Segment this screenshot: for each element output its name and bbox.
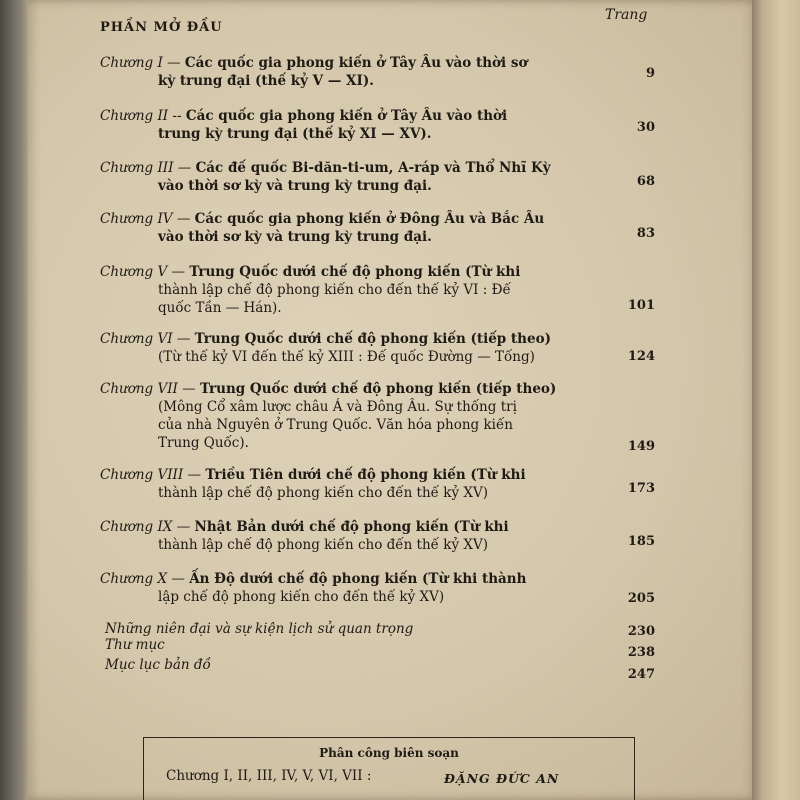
appendix-label: Những niên đại và sự kiện lịch sử quan trọng — [105, 621, 414, 637]
page-number: 9 — [645, 66, 655, 81]
toc-entry-bibliography — [105, 636, 655, 660]
page-number: 205 — [627, 591, 655, 606]
page-number: 30 — [636, 120, 655, 135]
toc-entry-map-index — [105, 656, 655, 682]
table-of-contents — [100, 0, 655, 800]
page-number: 101 — [627, 298, 655, 313]
chapter-label: Chương VII — — [100, 381, 196, 397]
chapter-title-line: Các quốc gia phong kiến ở Tây Âu vào thời — [185, 108, 508, 124]
chapter-title-line: Trung Quốc). — [158, 435, 249, 451]
chapter-label: Chương VI — — [100, 331, 191, 347]
page-number: 247 — [627, 667, 655, 682]
chapter-title-line: Trung Quốc dưới chế độ phong kiến (tiếp theo) — [194, 331, 551, 347]
chapter-label: Chương III — — [100, 160, 192, 176]
chapter-title-line: trung kỳ trung đại (thế kỷ XI — XV). — [158, 126, 432, 142]
chapter-title-line: lập chế độ phong kiến cho đến thế kỷ XV) — [158, 589, 445, 605]
credits-author: ĐẶNG ĐỨC AN — [444, 771, 560, 786]
toc-entry-chapter-10 — [100, 570, 655, 606]
credits-chapters: Chương I, II, III, IV, V, VI, VII : — [166, 768, 372, 784]
page-column-label: Trang — [605, 7, 648, 23]
chapter-title-line: Ấn Độ dưới chế độ phong kiến (Từ khi thành — [189, 571, 527, 587]
toc-entry-chapter-9 — [100, 518, 655, 554]
chapter-title-line: thành lập chế độ phong kiến cho đến thế kỷ VI : Đế — [158, 282, 511, 298]
toc-entry-chapter-4 — [100, 210, 655, 246]
page-number: 68 — [636, 174, 655, 189]
editorial-credits-box — [143, 737, 635, 800]
chapter-title-line: Các quốc gia phong kiến ở Tây Âu vào thời sơ — [184, 55, 528, 71]
toc-entry-chapter-1 — [100, 54, 655, 90]
chapter-title-line: (Từ thế kỷ VI đến thế kỷ XIII : Đế quốc Đường — Tống) — [158, 349, 535, 365]
chapter-title-line: Trung Quốc dưới chế độ phong kiến (tiếp theo) — [199, 381, 557, 397]
next-page-edge — [752, 0, 800, 800]
section-heading: PHẦN MỞ ĐẦU — [100, 20, 223, 35]
page-number: 185 — [627, 534, 655, 549]
chapter-title-line: Nhật Bản dưới chế độ phong kiến (Từ khi — [194, 519, 509, 535]
chapter-title-line: vào thời sơ kỳ và trung kỳ trung đại. — [158, 178, 432, 194]
chapter-label: Chương VIII — — [100, 467, 202, 483]
toc-entry-chapter-7 — [100, 380, 655, 452]
chapter-title-line: kỳ trung đại (thế kỷ V — XI). — [158, 73, 374, 89]
chapter-title-line: (Mông Cổ xâm lược châu Á và Đông Âu. Sự thống trị — [158, 399, 517, 415]
chapter-label: Chương V — — [100, 264, 186, 280]
appendix-label: Mục lục bản đồ — [105, 657, 211, 673]
page-number: 173 — [627, 481, 655, 496]
toc-entry-chapter-5 — [100, 263, 655, 317]
chapter-title-line: vào thời sơ kỳ và trung kỳ trung đại. — [158, 229, 432, 245]
page-number: 149 — [627, 439, 655, 454]
chapter-label: Chương IV — — [100, 211, 191, 227]
chapter-title-line: Triều Tiên dưới chế độ phong kiến (Từ khi — [205, 467, 526, 483]
appendix-label: Thư mục — [105, 637, 165, 653]
chapter-title-line: Các đế quốc Bi-dăn-ti-um, A-ráp và Thổ Nhĩ Kỳ — [195, 160, 551, 176]
chapter-label: Chương X — — [100, 571, 185, 587]
page-number: 83 — [636, 226, 655, 241]
page-number: 230 — [627, 624, 655, 639]
toc-entry-chapter-3 — [100, 159, 655, 195]
chapter-label: Chương IX — — [100, 519, 191, 535]
chapter-label: Chương II -- — [100, 108, 182, 124]
chapter-title-line: thành lập chế độ phong kiến cho đến thế kỷ XV) — [158, 485, 488, 501]
chapter-title-line: của nhà Nguyên ở Trung Quốc. Văn hóa phong kiến — [158, 417, 513, 433]
chapter-title-line: thành lập chế độ phong kiến cho đến thế kỷ XV) — [158, 537, 488, 553]
credits-title: Phân công biên soạn — [319, 746, 459, 760]
page-number: 238 — [627, 645, 655, 660]
toc-entry-chapter-2 — [100, 107, 655, 143]
toc-entry-chapter-6 — [100, 330, 655, 366]
chapter-title-line: Các quốc gia phong kiến ở Đông Âu và Bắc Âu — [194, 211, 545, 227]
page-number: 124 — [627, 349, 655, 364]
chapter-label: Chương I — — [100, 55, 181, 71]
toc-entry-chapter-8 — [100, 466, 655, 502]
chapter-title-line: quốc Tần — Hán). — [158, 300, 282, 316]
chapter-title-line: Trung Quốc dưới chế độ phong kiến (Từ khi — [189, 264, 521, 280]
